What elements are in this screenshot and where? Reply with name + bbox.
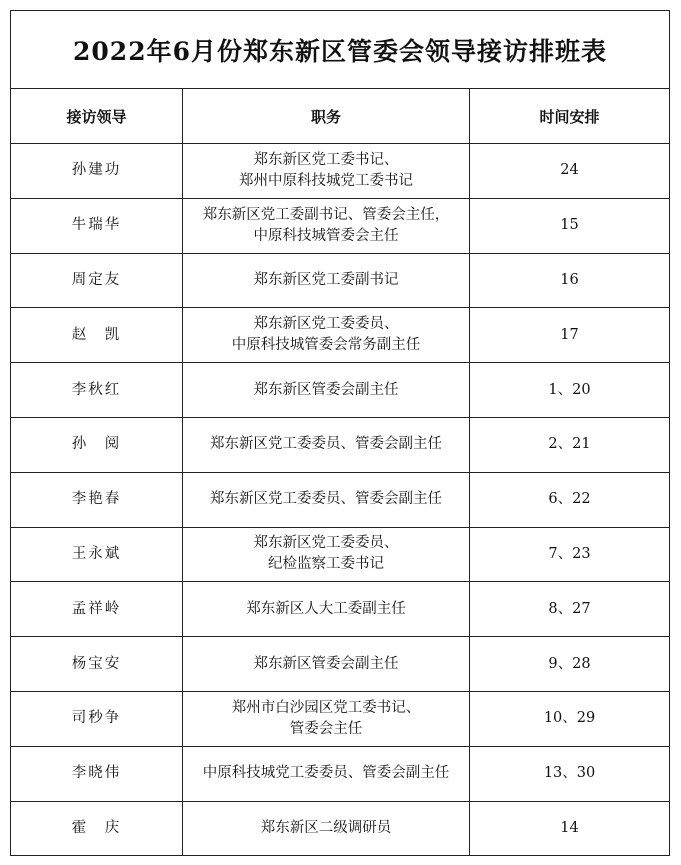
table-row	[11, 144, 670, 199]
roster-table	[10, 10, 670, 856]
leader-name-cell: 杨宝安	[11, 637, 183, 692]
position-cell	[183, 637, 470, 692]
header-row	[11, 89, 670, 144]
table-row	[11, 253, 670, 308]
leader-name-cell: 司秒争	[11, 691, 183, 746]
position-line: 管委会主任	[289, 720, 363, 737]
table-row	[11, 691, 670, 746]
position-line: 郑东新区党工委委员、	[253, 535, 399, 552]
position-cell	[183, 582, 470, 637]
position-cell	[183, 746, 470, 801]
position-line: 郑东新区党工委副书记、管委会主任，	[202, 206, 450, 223]
schedule-days-cell: 9、28	[470, 637, 670, 692]
position-line: 郑东新区二级调研员	[260, 819, 392, 836]
schedule-days-cell: 15	[470, 198, 670, 253]
table-row	[11, 472, 670, 527]
table-row	[11, 582, 670, 637]
table-row	[11, 417, 670, 472]
schedule-days-cell: 13、30	[470, 746, 670, 801]
table-row	[11, 363, 670, 418]
position-line: 中原科技城党工委委员、管委会副主任	[202, 765, 450, 782]
schedule-days-cell: 16	[470, 253, 670, 308]
position-cell	[183, 253, 470, 308]
schedule-days-cell: 2、21	[470, 417, 670, 472]
position-cell	[183, 801, 470, 856]
leader-name-cell: 牛瑞华	[11, 198, 183, 253]
position-line: 郑东新区党工委委员、	[253, 316, 399, 333]
table-row	[11, 637, 670, 692]
header-schedule: 时间安排	[470, 89, 670, 144]
table-row	[11, 746, 670, 801]
page-title: 2022年6月份郑东新区管委会领导接访排班表	[11, 11, 670, 89]
position-line: 郑东新区人大工委副主任	[246, 600, 406, 617]
leader-name-cell: 王永斌	[11, 527, 183, 582]
position-cell	[183, 363, 470, 418]
position-cell	[183, 691, 470, 746]
position-line: 郑东新区管委会副主任	[253, 381, 399, 398]
schedule-days-cell: 7、23	[470, 527, 670, 582]
header-leader: 接访领导	[11, 89, 183, 144]
roster-sheet	[10, 10, 669, 856]
position-cell	[183, 308, 470, 363]
table-row	[11, 801, 670, 856]
position-cell	[183, 527, 470, 582]
leader-name-cell: 李秋红	[11, 363, 183, 418]
schedule-days-cell: 6、22	[470, 472, 670, 527]
position-line: 郑东新区党工委委员、管委会副主任	[210, 436, 442, 453]
position-line: 纪检监察工委书记	[268, 556, 384, 573]
position-line: 郑东新区党工委书记、	[253, 151, 399, 168]
leader-name-cell: 李晓伟	[11, 746, 183, 801]
leader-name-cell: 孙建功	[11, 144, 183, 199]
leader-name-cell: 周定友	[11, 253, 183, 308]
leader-name-cell: 李艳春	[11, 472, 183, 527]
position-line: 郑东新区党工委委员、管委会副主任	[210, 491, 442, 508]
title-row	[11, 11, 670, 89]
position-line: 郑州中原科技城党工委书记	[239, 172, 413, 189]
table-row	[11, 527, 670, 582]
leader-name-cell: 孟祥岭	[11, 582, 183, 637]
position-line: 中原科技城管委会常务副主任	[231, 337, 421, 354]
schedule-days-cell: 17	[470, 308, 670, 363]
table-row	[11, 308, 670, 363]
position-cell	[183, 472, 470, 527]
header-position: 职务	[183, 89, 470, 144]
position-line: 郑东新区党工委副书记	[253, 271, 399, 288]
position-line: 中原科技城管委会主任	[253, 227, 399, 244]
position-line: 郑州市白沙园区党工委书记、	[231, 699, 421, 716]
position-line: 郑东新区管委会副主任	[253, 655, 399, 672]
schedule-days-cell: 24	[470, 144, 670, 199]
schedule-days-cell: 8、27	[470, 582, 670, 637]
position-cell	[183, 417, 470, 472]
schedule-days-cell: 14	[470, 801, 670, 856]
table-row	[11, 198, 670, 253]
leader-name-cell: 霍 庆	[11, 801, 183, 856]
leader-name-cell: 赵 凯	[11, 308, 183, 363]
position-cell	[183, 198, 470, 253]
position-cell	[183, 144, 470, 199]
leader-name-cell: 孙 阅	[11, 417, 183, 472]
schedule-days-cell: 1、20	[470, 363, 670, 418]
schedule-days-cell: 10、29	[470, 691, 670, 746]
